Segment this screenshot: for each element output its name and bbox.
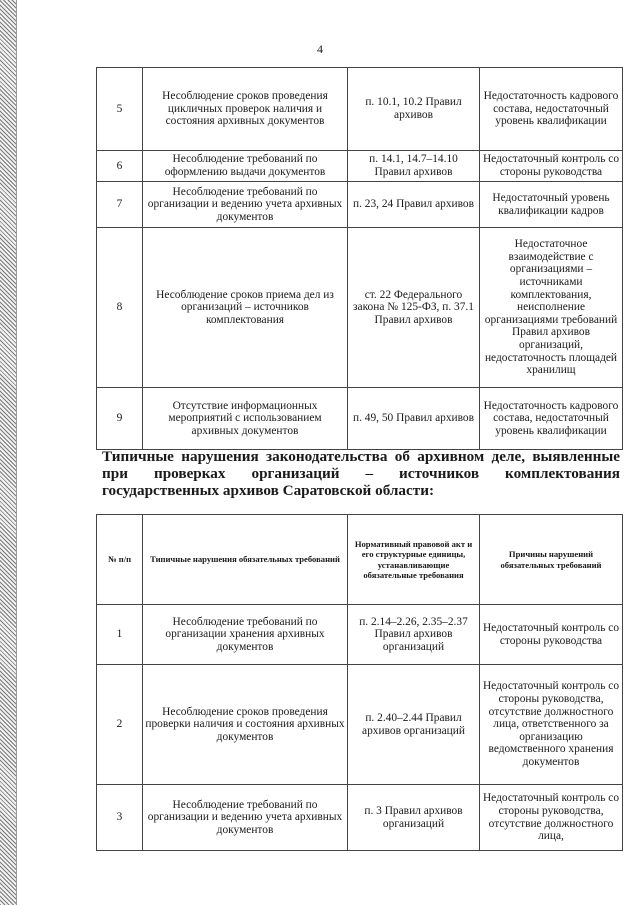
cause-cell: Недостаточность кадрового состава, недостаточный уровень квалификации bbox=[480, 388, 623, 450]
row-number: 6 bbox=[97, 151, 143, 182]
cause-cell: Недостаточный уровень квалификации кадров bbox=[480, 182, 623, 228]
violations-table bbox=[96, 514, 623, 851]
violation-cell: Несоблюдение требований по оформлению выдачи документов bbox=[143, 151, 348, 182]
row-number: 8 bbox=[97, 228, 143, 388]
violation-cell: Несоблюдение сроков приема дел из организаций – источников комплектования bbox=[143, 228, 348, 388]
row-number: 7 bbox=[97, 182, 143, 228]
cause-cell: Недостаточность кадрового состава, недостаточный уровень квалификации bbox=[480, 68, 623, 151]
column-header-violation: Типичные нарушения обязательных требований bbox=[143, 515, 348, 605]
legal-reference-cell: ст. 22 Федерального закона № 125-ФЗ, п. 37.1 Правил архивов bbox=[348, 228, 480, 388]
violation-cell: Отсутствие информационных мероприятий с использованием архивных документов bbox=[143, 388, 348, 450]
section-heading bbox=[102, 448, 620, 499]
table-row bbox=[97, 665, 623, 785]
row-number: 1 bbox=[97, 605, 143, 665]
column-header-cause: Причины нарушений обязательных требований bbox=[480, 515, 623, 605]
table-row bbox=[97, 605, 623, 665]
table-row bbox=[97, 785, 623, 851]
page-number: 4 bbox=[317, 42, 323, 56]
table-row bbox=[97, 68, 623, 151]
legal-reference-cell: п. 10.1, 10.2 Правил архивов bbox=[348, 68, 480, 151]
row-number: 3 bbox=[97, 785, 143, 851]
table-row bbox=[97, 182, 623, 228]
violation-cell: Несоблюдение сроков проведения проверки наличия и состояния архивных документов bbox=[143, 665, 348, 785]
cause-cell: Недостаточный контроль со стороны руководства, отсутствие должностного лица, ответственного за организацию ведомственного хранения документов bbox=[480, 665, 623, 785]
column-header-legal-reference: Нормативный правовой акт и его структурные единицы, устанавливающие обязательные требования bbox=[348, 515, 480, 605]
violation-cell: Несоблюдение сроков проведения цикличных проверок наличия и состояния архивных документов bbox=[143, 68, 348, 151]
cause-cell: Недостаточный контроль со стороны руководства, отсутствие должностного лица, bbox=[480, 785, 623, 851]
cause-cell: Недостаточное взаимодействие с организациями – источниками комплектования, неисполнение организациями требований Правил архивов организаций, недостаточность площадей хранилищ bbox=[480, 228, 623, 388]
section-heading-line: Типичные нарушения законодательства об архивном деле, выявленные bbox=[102, 448, 620, 465]
cause-cell: Недостаточный контроль со стороны руководства bbox=[480, 605, 623, 665]
legal-reference-cell: п. 2.14–2.26, 2.35–2.37 Правил архивов организаций bbox=[348, 605, 480, 665]
row-number: 5 bbox=[97, 68, 143, 151]
legal-reference-cell: п. 14.1, 14.7–14.10 Правил архивов bbox=[348, 151, 480, 182]
cause-cell: Недостаточный контроль со стороны руководства bbox=[480, 151, 623, 182]
section-heading-line: государственных архивов Саратовской области: bbox=[102, 482, 435, 499]
row-number: 2 bbox=[97, 665, 143, 785]
violation-cell: Несоблюдение требований по организации и ведению учета архивных документов bbox=[143, 785, 348, 851]
scan-binding-edge bbox=[0, 0, 17, 905]
legal-reference-cell: п. 2.40–2.44 Правил архивов организаций bbox=[348, 665, 480, 785]
table-header-row bbox=[97, 515, 623, 605]
column-header-number: № п/п bbox=[97, 515, 143, 605]
row-number: 9 bbox=[97, 388, 143, 450]
violations-table-continued bbox=[96, 67, 623, 450]
violation-cell: Несоблюдение требований по организации хранения архивных документов bbox=[143, 605, 348, 665]
legal-reference-cell: п. 23, 24 Правил архивов bbox=[348, 182, 480, 228]
legal-reference-cell: п. 3 Правил архивов организаций bbox=[348, 785, 480, 851]
violation-cell: Несоблюдение требований по организации и ведению учета архивных документов bbox=[143, 182, 348, 228]
table-row bbox=[97, 388, 623, 450]
legal-reference-cell: п. 49, 50 Правил архивов bbox=[348, 388, 480, 450]
table-row bbox=[97, 228, 623, 388]
table-row bbox=[97, 151, 623, 182]
section-heading-line: при проверках организаций – источников комплектования bbox=[102, 465, 620, 482]
